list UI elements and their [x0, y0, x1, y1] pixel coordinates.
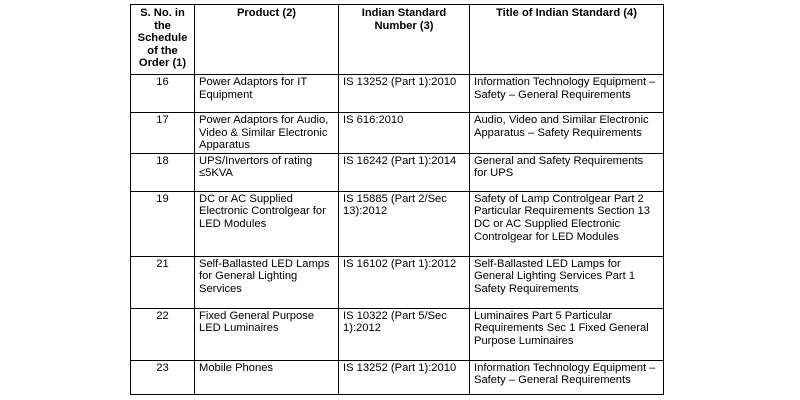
header-row: [131, 5, 664, 75]
cell-product: DC or AC Supplied Electronic Controlgear for LED Modules: [195, 191, 339, 256]
cell-standard-title: Information Technology Equipment – Safety – General Requirements: [470, 75, 664, 113]
cell-sno: 19: [131, 191, 195, 256]
cell-standard-number: IS 10322 (Part 5/Sec 1):2012: [339, 308, 470, 360]
cell-standard-number: IS 15885 (Part 2/Sec 13):2012: [339, 191, 470, 256]
table-row: [131, 256, 664, 308]
table-row: [131, 191, 664, 256]
cell-standard-number: IS 16242 (Part 1):2014: [339, 153, 470, 191]
cell-product: Power Adaptors for IT Equipment: [195, 75, 339, 113]
table-row: [131, 113, 664, 154]
cell-standard-title: Self-Ballasted LED Lamps for General Lighting Services Part 1 Safety Requirements: [470, 256, 664, 308]
cell-sno: 22: [131, 308, 195, 360]
cell-standard-number: IS 13252 (Part 1):2010: [339, 360, 470, 394]
cell-standard-title: Luminaires Part 5 Particular Requirements Sec 1 Fixed General Purpose Luminaires: [470, 308, 664, 360]
cell-product: Power Adaptors for Audio, Video & Similar Electronic Apparatus: [195, 113, 339, 154]
cell-product: Fixed General Purpose LED Luminaires: [195, 308, 339, 360]
table-row: [131, 360, 664, 394]
cell-product: Self-Ballasted LED Lamps for General Lighting Services: [195, 256, 339, 308]
cell-standard-title: Audio, Video and Similar Electronic Apparatus – Safety Requirements: [470, 113, 664, 154]
table-row: [131, 308, 664, 360]
cell-standard-title: General and Safety Requirements for UPS: [470, 153, 664, 191]
cell-product: Mobile Phones: [195, 360, 339, 394]
standards-table: [130, 4, 664, 395]
table-row: [131, 75, 664, 113]
cell-sno: 23: [131, 360, 195, 394]
cell-sno: 21: [131, 256, 195, 308]
table-row: [131, 153, 664, 191]
cell-standard-number: IS 16102 (Part 1):2012: [339, 256, 470, 308]
cell-standard-number: IS 616:2010: [339, 113, 470, 154]
cell-sno: 17: [131, 113, 195, 154]
cell-product: UPS/Invertors of rating ≤5KVA: [195, 153, 339, 191]
header-standard-number: Indian Standard Number (3): [339, 5, 470, 75]
header-sno: S. No. in the Schedule of the Order (1): [131, 5, 195, 75]
cell-standard-title: Safety of Lamp Controlgear Part 2 Particular Requirements Section 13 DC or AC Supplied Electronic Controlgear for LED Modules: [470, 191, 664, 256]
header-product: Product (2): [195, 5, 339, 75]
cell-sno: 16: [131, 75, 195, 113]
header-standard-title: Title of Indian Standard (4): [470, 5, 664, 75]
cell-standard-number: IS 13252 (Part 1):2010: [339, 75, 470, 113]
cell-standard-title: Information Technology Equipment – Safety – General Requirements: [470, 360, 664, 394]
cell-sno: 18: [131, 153, 195, 191]
